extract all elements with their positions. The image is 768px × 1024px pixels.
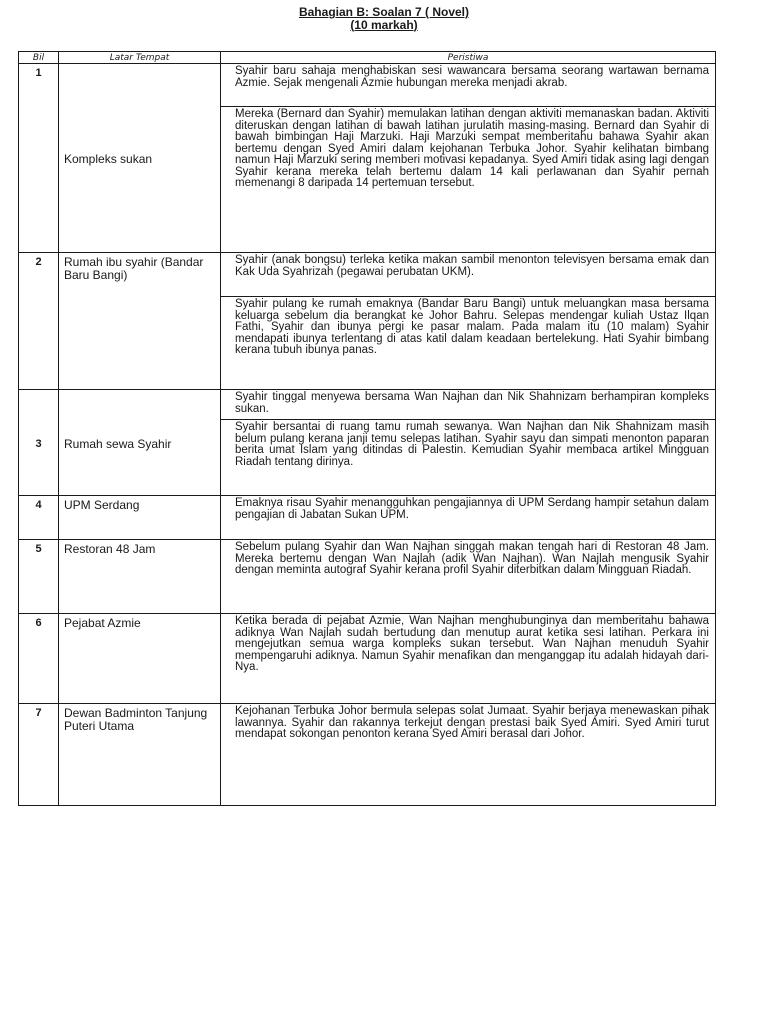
setting-cell: Kompleks sukan (59, 64, 221, 253)
table-row (19, 496, 716, 540)
events-cell (221, 540, 716, 614)
marks-label: (10 markah) (350, 18, 418, 32)
table-row (19, 253, 716, 390)
events-cell (221, 253, 716, 390)
event-text: Mereka (Bernard dan Syahir) memulakan latihan dengan aktiviti memanaskan badan. Aktiviti diteruskan dengan latihan di bawah latihan jurulatih masing-masing. Bernard dan Syahir di bawah bimbingan Haji Marzuki. Haji Marzuki sempat memberitahu bahawa Syahir akan bertemu dengan Syed Amiri dalam kejohanan Terbuka Johor. Syahir kelihatan bimbang namun Haji Marzuki sering memberi motivasi kepadanya. Syed Amiri tidak asing lagi dengan Syahir kerana mereka telah bertemu dalam 14 kali perlawanan dan Syahir pernah memenangi 8 daripada 14 pertemuan tersebut. (235, 108, 709, 189)
column-header-place: Latar Tempat (59, 52, 221, 64)
setting-cell: Pejabat Azmie (59, 614, 221, 704)
row-number: 1 (19, 64, 59, 253)
section-title: Bahagian B: Soalan 7 ( Novel) (298, 5, 470, 19)
event-text: Kejohanan Terbuka Johor bermula selepas solat Jumaat. Syahir berjaya menewaskan pihak lawannya. Syahir dan rakannya terkejut dengan prestasi baik Syed Amiri. Syed Amiri turut mendapat sokongan penonton kerana Syed Amiri berasal dari Johor. (235, 705, 709, 740)
event-text: Sebelum pulang Syahir dan Wan Najhan singgah makan tengah hari di Restoran 48 Jam. Mereka bertemu dengan Wan Najlah (adik Wan Najhan). Wan Najlah mengusik Syahir dengan meminta autograf Syahir kerana profil Syahir diterbitkan dalam Mingguan Riadah. (235, 541, 709, 576)
event-text: Syahir bersantai di ruang tamu rumah sewanya. Wan Najhan dan Nik Shahnizam masih belum pulang kerana janji temu selepas latihan. Syahir sayu dan simpati menonton paparan berita umat Islam yang ditindas di Palestin. Kemudian Syahir membaca artikel Mingguan Riadah tentang dirinya. (235, 421, 709, 468)
setting-cell: UPM Serdang (59, 496, 221, 540)
table-row (19, 390, 716, 496)
events-cell (221, 64, 716, 253)
row-number: 6 (19, 614, 59, 704)
page-header (0, 6, 768, 32)
event-text: Syahir (anak bongsu) terleka ketika makan sambil menonton televisyen bersama emak dan Kak Uda Syahrizah (pegawai perubatan UKM). (221, 253, 715, 297)
events-cell (221, 496, 716, 540)
events-cell (221, 704, 716, 806)
table-header-row (19, 52, 716, 64)
setting-cell: Rumah ibu syahir (Bandar Baru Bangi) (59, 253, 221, 390)
events-cell (221, 390, 716, 496)
table-row (19, 704, 716, 806)
setting-cell: Dewan Badminton Tanjung Puteri Utama (59, 704, 221, 806)
row-number: 2 (19, 253, 59, 390)
event-text: Syahir baru sahaja menghabiskan sesi wawancara bersama seorang wartawan bernama Azmie. Sejak mengenali Azmie hubungan mereka menjadi akrab. (221, 64, 715, 107)
event-text: Syahir pulang ke rumah emaknya (Bandar Baru Bangi) untuk meluangkan masa bersama keluarga sebelum dia berangkat ke Johor Bahru. Selepas mendengar kuliah Ustaz Ilqan Fathi, Syahir dan ibunya pergi ke pasar malam. Pada malam itu (10 malam) Syahir mendapati ibunya terlentang di atas katil dalam keadaan bertelekung. Hati Syahir bimbang kerana tubuh ibunya panas. (235, 298, 709, 356)
event-text: Ketika berada di pejabat Azmie, Wan Najhan menghubunginya dan memberitahu bahawa adiknya Wan Najlah sudah bertudung dan menutup aurat ketika sesi latihan. Perkara ini mengejutkan semua warga kompleks sukan tersebut. Wan Najhan menuduh Syahir mempengaruhi adiknya. Namun Syahir menafikan dan menganggap itu adalah hidayah dari-Nya. (235, 615, 709, 673)
novel-events-table (18, 51, 716, 806)
row-number: 5 (19, 540, 59, 614)
table-row (19, 540, 716, 614)
row-number: 3 (19, 390, 59, 496)
event-text: Emaknya risau Syahir menangguhkan pengajiannya di UPM Serdang hampir setahun dalam pengajian di Jabatan Sukan UPM. (235, 497, 709, 521)
events-cell (221, 614, 716, 704)
column-header-event: Peristiwa (221, 52, 716, 64)
setting-cell: Restoran 48 Jam (59, 540, 221, 614)
row-number: 7 (19, 704, 59, 806)
row-number: 4 (19, 496, 59, 540)
column-header-bil: Bil (19, 52, 59, 64)
table-row (19, 64, 716, 253)
table-row (19, 614, 716, 704)
setting-cell: Rumah sewa Syahir (59, 390, 221, 496)
event-text: Syahir tinggal menyewa bersama Wan Najhan dan Nik Shahnizam berhampiran kompleks sukan. (221, 390, 715, 420)
